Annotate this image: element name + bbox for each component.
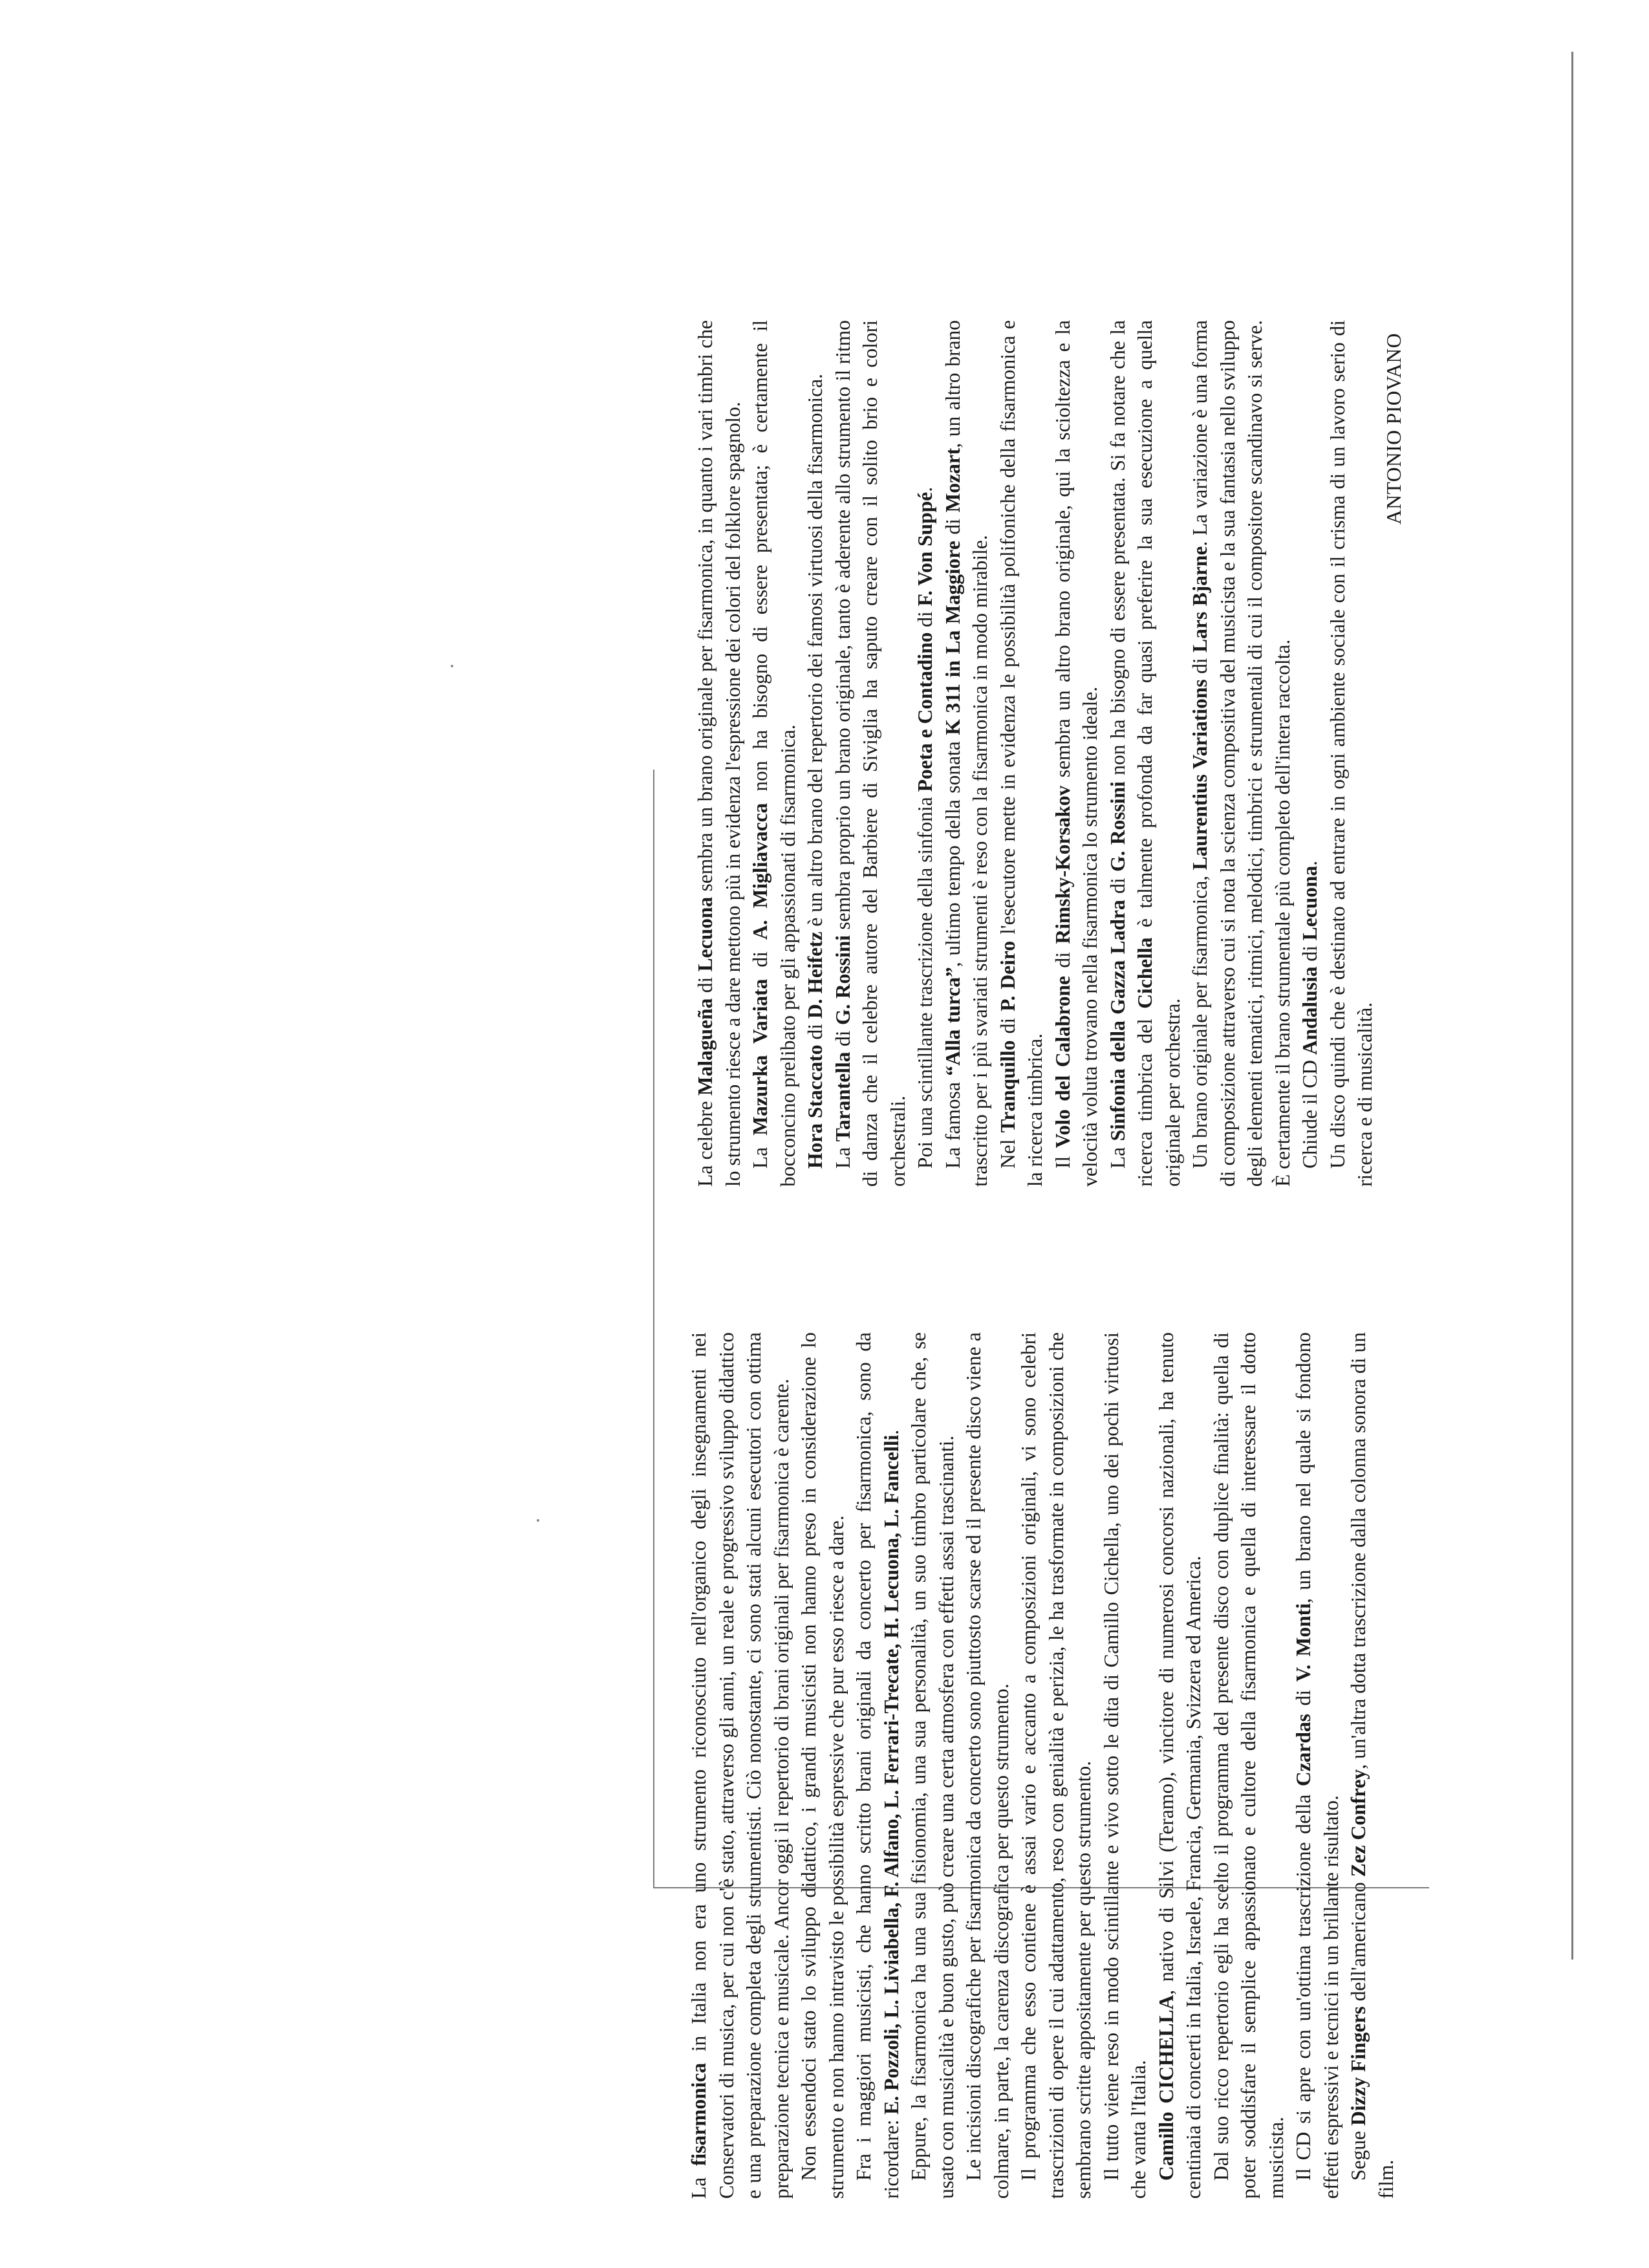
text-run: Un disco quindi che è destinato ad entrare in ogni ambiente sociale con il crisma di un lavoro serio di ricerca e di musicalità. xyxy=(1326,320,1376,1187)
text-run: sembra un brano originale per fisarmonica, in quanto i vari timbri che lo strumento riesce a dare mettono più in evidenza l'espressione dei colori del folklore spagnolo. xyxy=(694,320,744,1187)
text-run: , un'altra dotta trascrizione dalla colonna sonora di un film. xyxy=(1347,1332,1397,2199)
text-run: La famosa xyxy=(941,1075,964,1169)
text-run: di xyxy=(941,512,964,541)
text-run: è talmente profonda da far quasi preferire la sua esecuzione a quella originale per orchestra. xyxy=(1134,320,1184,1187)
text-run: Le incisioni discografiche per fisarmonica da concerto sono piuttosto scarse ed il presente disco viene a colmare, in parte, la carenza discografica per questo strumento. xyxy=(962,1332,1013,2199)
bold-title: Lars Bjarne xyxy=(1189,546,1211,653)
paragraph xyxy=(912,320,940,1187)
text-run: è un altro brano del repertorio dei famosi virtuosi della fisarmonica. xyxy=(804,374,826,932)
bold-title: Andalusia xyxy=(1299,966,1321,1055)
bold-title: G. Rossini xyxy=(831,935,854,1025)
text-run: Poi una scintillante trascrizione della sinfonia xyxy=(914,792,936,1169)
text-run: Non essendoci stato lo sviluppo didattico, i grandi musicisti non hanno preso in considerazione lo strumento e non hanno intravisto le possibilità espressive che pur esso riesce a dare. xyxy=(797,1332,848,2199)
text-run: di xyxy=(694,971,717,999)
paragraph xyxy=(1015,1332,1098,2199)
text-run: Eppure, la fisarmonica ha una sua fisionomia, una sua personalità, un suo timbro particolare che, se usato con musicalità e buon gusto, può creare una certa atmosfera con effetti assai trascinanti. xyxy=(907,1332,958,2199)
notes-left-column xyxy=(685,1332,1442,2199)
bold-title: fisarmonica xyxy=(687,2062,710,2166)
bold-title: E. Pozzoli, L. Liviabella, F. Alfano, L. Ferrari-Trecate, H. Lecuona, L. Fancelli xyxy=(879,1434,903,2115)
text-run: in Italia non era uno strumento riconosciuto nell'organico degli insegnamenti nei Conservatori di musica, per cui non c'è stato, attraverso gli anni, un reale e progressivo sviluppo didattico e una preparazione completa degli strumentisti. Ciò nonostante, ci sono stati alcuni esecutori con ottima preparazione tecnica e musicale. Ancor oggi il repertorio di brani originali per fisarmonica è carente. xyxy=(687,1332,793,2199)
bold-title: Zez Confrey xyxy=(1347,1769,1370,1877)
paragraph xyxy=(1105,320,1187,1187)
bold-title: Volo del Calabrone xyxy=(1051,975,1074,1149)
bold-title: Tarantella xyxy=(831,1052,854,1142)
text-run: di xyxy=(1189,652,1211,680)
text-run: . xyxy=(1299,860,1321,866)
bold-title: Tranquillo xyxy=(996,1040,1019,1133)
bold-title: P. Deiro xyxy=(996,940,1019,1011)
text-run: La xyxy=(687,2166,710,2199)
scan-speck xyxy=(537,1519,539,1522)
paragraph xyxy=(1297,320,1324,1187)
paragraph xyxy=(802,320,830,1187)
bold-title: A. Migliavacca xyxy=(749,803,771,940)
text-run: Un brano originale per fisarmonica, xyxy=(1189,870,1211,1169)
text-run: , ultimo tempo della sonata xyxy=(941,735,964,967)
text-run: La xyxy=(831,1141,854,1169)
text-run: Chiude il CD xyxy=(1299,1055,1321,1169)
author-signature: ANTONIO PIOVANO xyxy=(1382,333,1405,524)
bold-title: K 311 in La Maggiore xyxy=(941,541,964,735)
paragraph xyxy=(940,320,995,1187)
text-run: Il programma che esso contiene è assai vario e accanto a composizioni originali, vi sono celebri trascrizioni di opere il cui adattamento, reso con genialità e perizia, le ha trasformate in composizioni che sembrano scritte appositamente per questo strumento. xyxy=(1017,1332,1095,2199)
text-run: La celebre xyxy=(694,1096,717,1187)
text-run: sembra un altro brano originale, qui la scioltezza e la velocità voluta trovano nella fisarmonica lo strumento ideale. xyxy=(1051,320,1101,1187)
bold-title: Cichella xyxy=(1134,937,1156,1009)
bold-title: Dizzy Fingers xyxy=(1347,2006,1370,2126)
paragraph xyxy=(747,320,802,1187)
scan-border-left xyxy=(653,770,654,1888)
text-run: La xyxy=(1106,1141,1129,1169)
text-run: Il CD si apre con un'ottima trascrizione della xyxy=(1292,1786,1315,2181)
paragraph xyxy=(1324,320,1379,1187)
text-run: non ha bisogno di essere presentata; è certamente il bocconcino prelibato per gli appassionati di fisarmonica. xyxy=(749,320,799,1187)
text-run: . La variazione è una forma di composizione attraverso cui si nota la scienza compositiva del musicista e la sua fantasia nello sviluppo degli elementi tematici, ritmici, melodici, timbrici e strumentali di cui il compositore scandinavo si serve. È certamente il brano strumentale più completo dell'intera raccolta. xyxy=(1189,320,1294,1187)
bold-title: “Alla turca” xyxy=(941,967,964,1076)
text-run: di xyxy=(1292,1681,1315,1714)
text-run: Il xyxy=(1051,1148,1074,1169)
text-run: di xyxy=(914,606,936,632)
text-run: di xyxy=(1051,944,1074,976)
text-run: dell'americano xyxy=(1347,1877,1370,2007)
bold-title: Sinfonia della Gazza Ladra xyxy=(1106,900,1129,1141)
paragraph xyxy=(692,320,747,1187)
bold-title: V. Monti xyxy=(1292,1603,1315,1682)
bold-title: Rimsky-Korsakov xyxy=(1051,785,1074,944)
text-run: , nativo di Silvi (Teramo), vincitore di numerosi concorsi nazionali, ha tenuto centinaia di concerti in Italia, Israele, Francia, Germania, Svizzera ed America. xyxy=(1154,1332,1205,2199)
paragraph xyxy=(685,1332,795,2199)
text-run: non ha bisogno di essere presentata. Si fa notare che la ricerca timbrica del xyxy=(1106,320,1156,1187)
bold-title: F. Von Suppé xyxy=(914,491,936,607)
paragraph xyxy=(1050,320,1105,1187)
bold-title: Poeta e Contadino xyxy=(914,632,936,792)
notes-right-column xyxy=(692,320,1449,1187)
bold-title: Laurentius Variations xyxy=(1189,679,1211,870)
text-run: Il tutto viene reso in modo scintillante e vivo sotto le dita di Camillo Cichella, uno dei pochi virtuosi che vanta l'Italia. xyxy=(1099,1332,1150,2199)
text-run: Nel xyxy=(996,1132,1019,1169)
paragraph xyxy=(960,1332,1015,2199)
bold-title: Mazurka Variata xyxy=(749,978,771,1136)
paragraph xyxy=(850,1332,905,2199)
paragraph xyxy=(1208,1332,1291,2199)
text-run: Segue xyxy=(1347,2126,1370,2181)
bold-title: Hora Staccato xyxy=(804,1044,826,1169)
paragraph xyxy=(1345,1332,1400,2199)
text-run: La xyxy=(749,1135,771,1169)
text-run: . xyxy=(879,1429,903,1435)
paragraph xyxy=(1187,320,1297,1187)
paragraph xyxy=(995,320,1050,1187)
paragraph xyxy=(830,320,912,1187)
bold-title: Czardas xyxy=(1292,1714,1315,1787)
text-run: l'esecutore mette in evidenza le possibilità polifoniche della fisarmonica e la ricerca timbrica. xyxy=(996,320,1046,1187)
text-run: , un brano nel quale si fondono effetti espressivi e tecnici in un brillante risultato. xyxy=(1292,1332,1342,2199)
text-run: Fra i maggiori musicisti, che hanno scritto brani originali da concerto per fisarmonica, sono da ricordare: xyxy=(852,1332,903,2199)
text-run: di xyxy=(1106,872,1129,900)
bold-title: D. Heifetz xyxy=(804,931,826,1019)
text-run: di xyxy=(996,1011,1019,1041)
text-run: di xyxy=(804,1019,826,1045)
text-run: di xyxy=(1299,940,1321,967)
bold-title: Mozart xyxy=(941,448,964,513)
paragraph xyxy=(1153,1332,1208,2199)
paragraph xyxy=(905,1332,960,2199)
scan-border-right xyxy=(1571,52,1573,1960)
text-run: , un altro brano trascritto per i più svariati strumenti è reso con la fisarmonica in modo mirabile. xyxy=(941,320,991,1187)
paragraph xyxy=(1098,1332,1153,2199)
bold-title: Lecuona xyxy=(694,896,717,972)
bold-title: Camillo CICHELLA xyxy=(1154,1994,1178,2181)
text-run: Dal suo ricco repertorio egli ha scelto il programma del presente disco con duplice finalità: quella di poter soddisfare il semplice appassionato e cultore della fisarmonica e quella di interessare il dotto musicista. xyxy=(1209,1332,1288,2199)
text-run: di xyxy=(831,1024,854,1052)
paragraph xyxy=(795,1332,850,2199)
notes-right-body xyxy=(692,320,1379,1187)
scan-speck xyxy=(451,665,453,667)
text-run: . xyxy=(914,486,936,492)
paragraph xyxy=(1290,1332,1345,2199)
text-run: sembra proprio un brano originale, tanto è aderente allo strumento il ritmo di danza che il celebre autore del Barbiere di Siviglia ha saputo creare con il solito brio e colori orchestrali. xyxy=(831,320,909,1187)
text-run: di xyxy=(749,940,771,979)
bold-title: G. Rossini xyxy=(1106,781,1129,872)
bold-title: Malagueña xyxy=(694,998,717,1096)
bold-title: Lecuona xyxy=(1299,865,1321,941)
